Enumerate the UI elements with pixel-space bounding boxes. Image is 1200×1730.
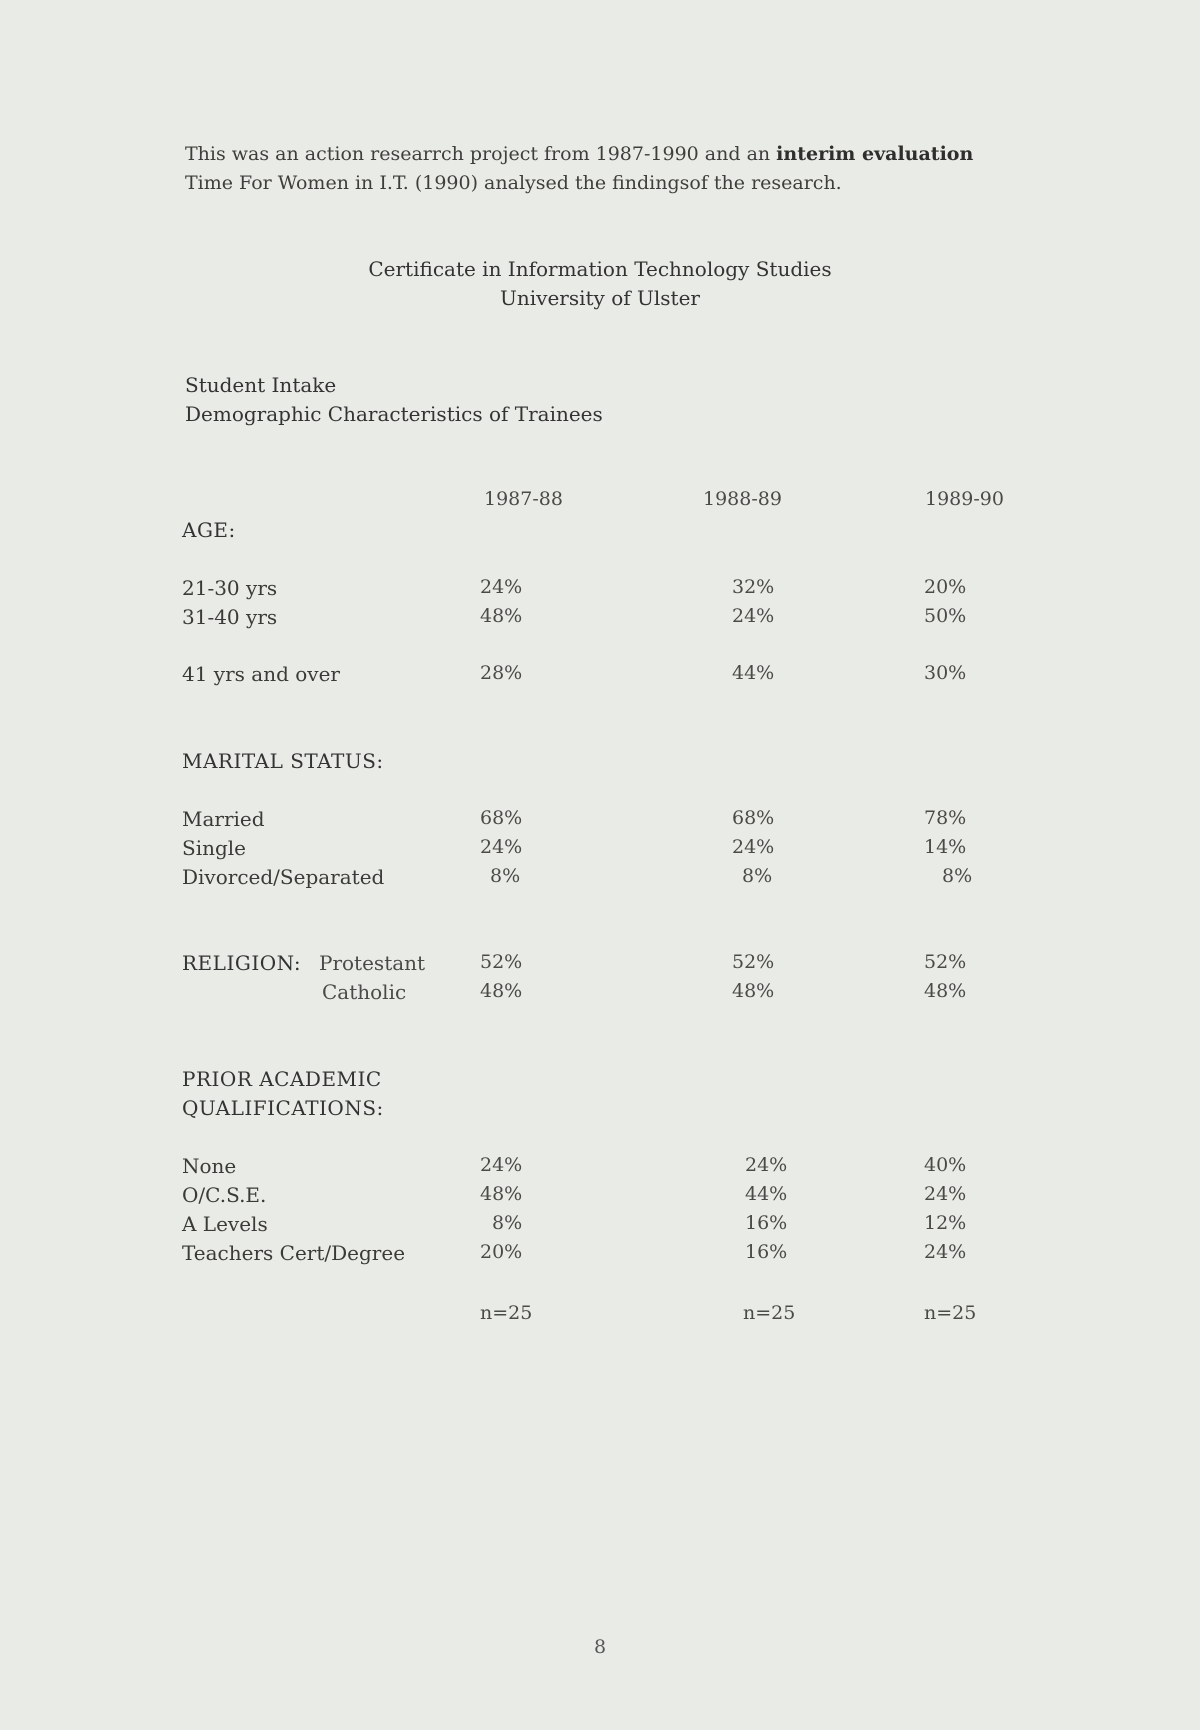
row-label: 31-40 yrs bbox=[182, 605, 278, 629]
table-cell: 24% bbox=[924, 1241, 967, 1263]
row-label: None bbox=[182, 1154, 237, 1178]
row-label: Catholic bbox=[322, 980, 407, 1004]
table-cell: 68% bbox=[480, 807, 523, 829]
page-number: 8 bbox=[593, 1636, 607, 1658]
qualifications-section-title: PRIOR ACADEMIC bbox=[182, 1067, 382, 1091]
table-cell: 24% bbox=[480, 836, 523, 858]
table-cell: 16% bbox=[745, 1241, 788, 1263]
marital-section-title: MARITAL STATUS: bbox=[182, 749, 384, 773]
row-label: A Levels bbox=[182, 1212, 268, 1236]
sample-size: n=25 bbox=[924, 1302, 977, 1324]
intro-text-part1: This was an action researrch project from 1987-1990 and an bbox=[185, 143, 777, 165]
sample-size: n=25 bbox=[480, 1302, 533, 1324]
table-cell: 52% bbox=[480, 951, 523, 973]
table-cell: 52% bbox=[732, 951, 775, 973]
row-label: Divorced/Separated bbox=[182, 865, 385, 889]
row-label: Married bbox=[182, 807, 265, 831]
intro-paragraph bbox=[185, 140, 1005, 198]
document-heading: Certificate in Information Technology Studies bbox=[368, 257, 832, 281]
table-cell: 48% bbox=[480, 1183, 523, 1205]
table-cell: 50% bbox=[924, 605, 967, 627]
qualifications-section-title-line2: QUALIFICATIONS: bbox=[182, 1096, 384, 1120]
row-label: 21-30 yrs bbox=[182, 576, 278, 600]
sample-size: n=25 bbox=[743, 1302, 796, 1324]
table-cell: 24% bbox=[480, 1154, 523, 1176]
table-cell: 24% bbox=[732, 605, 775, 627]
intro-bold-text: interim evaluation bbox=[776, 143, 974, 165]
table-cell: 20% bbox=[924, 576, 967, 598]
table-cell: 40% bbox=[924, 1154, 967, 1176]
table-cell: 48% bbox=[480, 980, 523, 1002]
table-cell: 20% bbox=[480, 1241, 523, 1263]
table-cell: 14% bbox=[924, 836, 967, 858]
table-cell: 52% bbox=[924, 951, 967, 973]
table-cell: 44% bbox=[745, 1183, 788, 1205]
table-cell: 24% bbox=[732, 836, 775, 858]
section-title: Student Intake bbox=[185, 373, 337, 397]
year-header: 1987-88 bbox=[484, 488, 563, 510]
table-cell: 8% bbox=[742, 865, 773, 887]
table-cell: 8% bbox=[942, 865, 973, 887]
document-subheading: University of Ulster bbox=[500, 286, 700, 310]
table-cell: 48% bbox=[924, 980, 967, 1002]
section-subtitle: Demographic Characteristics of Trainees bbox=[185, 402, 603, 426]
table-cell: 44% bbox=[732, 662, 775, 684]
intro-text-part2: Time For Women in I.T. (1990) analysed the findingsof the research. bbox=[185, 172, 842, 194]
table-cell: 16% bbox=[745, 1212, 788, 1234]
table-cell: 78% bbox=[924, 807, 967, 829]
row-label: O/C.S.E. bbox=[182, 1183, 267, 1207]
table-cell: 30% bbox=[924, 662, 967, 684]
table-cell: 68% bbox=[732, 807, 775, 829]
table-cell: 32% bbox=[732, 576, 775, 598]
table-cell: 48% bbox=[732, 980, 775, 1002]
religion-section-title: RELIGION: bbox=[182, 951, 302, 975]
table-cell: 8% bbox=[490, 865, 521, 887]
table-cell: 8% bbox=[492, 1212, 523, 1234]
row-label: 41 yrs and over bbox=[182, 662, 340, 686]
age-section-title: AGE: bbox=[182, 518, 236, 542]
year-header: 1988-89 bbox=[703, 488, 782, 510]
table-cell: 24% bbox=[924, 1183, 967, 1205]
row-label: Single bbox=[182, 836, 247, 860]
table-cell: 28% bbox=[480, 662, 523, 684]
row-label: Teachers Cert/Degree bbox=[182, 1241, 406, 1265]
table-cell: 12% bbox=[924, 1212, 967, 1234]
row-label: Protestant bbox=[319, 951, 426, 975]
table-cell: 48% bbox=[480, 605, 523, 627]
table-cell: 24% bbox=[745, 1154, 788, 1176]
year-header: 1989-90 bbox=[925, 488, 1004, 510]
table-cell: 24% bbox=[480, 576, 523, 598]
